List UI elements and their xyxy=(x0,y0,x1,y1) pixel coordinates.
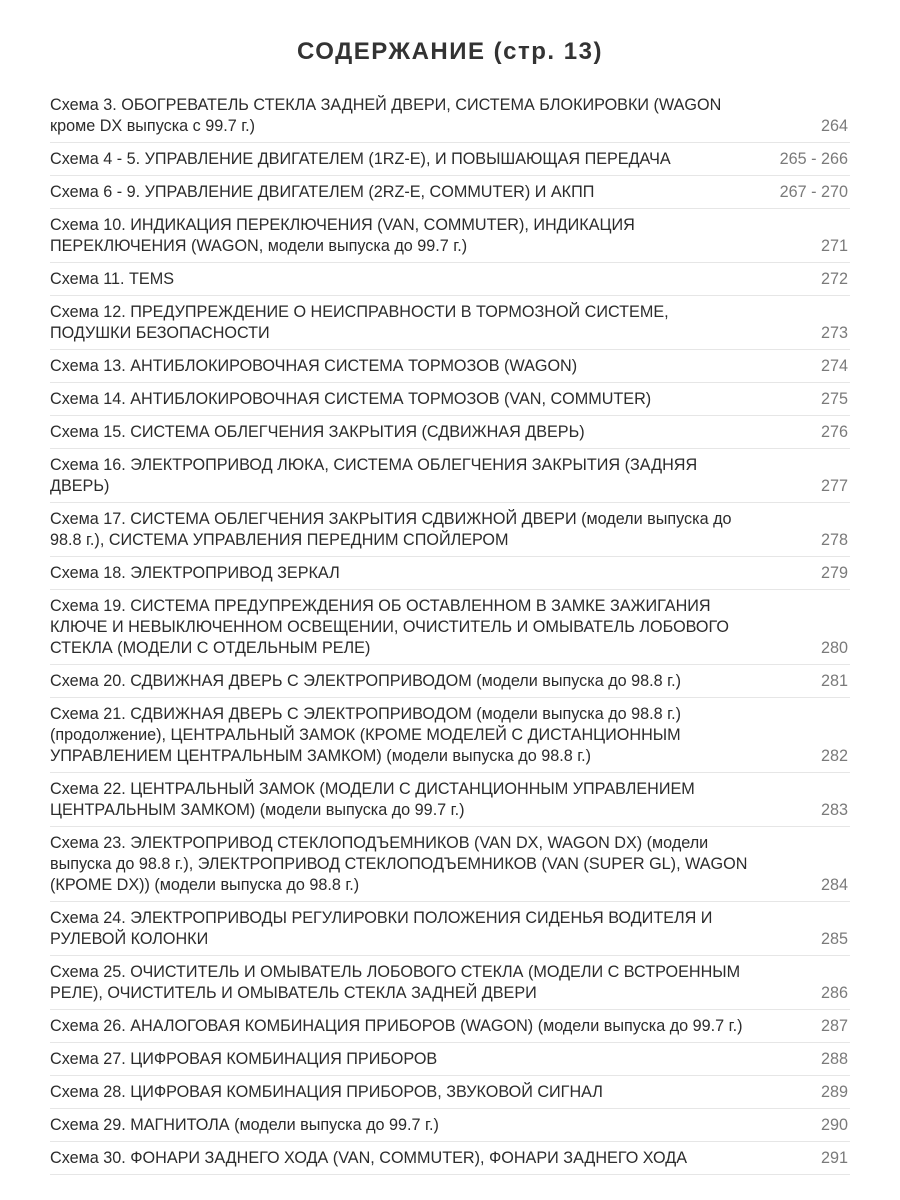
toc-entry[interactable] xyxy=(50,1049,850,1076)
toc-entry[interactable] xyxy=(50,269,850,296)
toc-entry-title: Схема 4 - 5. УПРАВЛЕНИЕ ДВИГАТЕЛЕМ (1RZ-E), И ПОВЫШАЮЩАЯ ПЕРЕДАЧА xyxy=(50,150,671,168)
toc-entry-title: Схема 27. ЦИФРОВАЯ КОМБИНАЦИЯ ПРИБОРОВ xyxy=(50,1050,438,1068)
toc-entry-title: Схема 20. СДВИЖНАЯ ДВЕРЬ С ЭЛЕКТРОПРИВОДОМ (модели выпуска до 98.8 г.) xyxy=(50,672,681,690)
toc-entry-title: Схема 28. ЦИФРОВАЯ КОМБИНАЦИЯ ПРИБОРОВ, ЗВУКОВОЙ СИГНАЛ xyxy=(50,1083,603,1101)
toc-entry-title: Схема 25. ОЧИСТИТЕЛЬ И ОМЫВАТЕЛЬ ЛОБОВОГО СТЕКЛА (МОДЕЛИ С ВСТРОЕННЫМ РЕЛЕ), ОЧИСТИТЕЛЬ И ОМЫВАТЕЛЬ СТЕКЛА ЗАДНЕЙ ДВЕРИ xyxy=(50,963,741,1002)
toc-entry[interactable] xyxy=(50,779,850,827)
toc-entry-title: Схема 6 - 9. УПРАВЛЕНИЕ ДВИГАТЕЛЕМ (2RZ-E, COMMUTER) И АКПП xyxy=(50,183,595,201)
toc-entry-page: 267 - 270 xyxy=(779,183,848,201)
toc-entry[interactable] xyxy=(50,833,850,902)
toc-entry[interactable] xyxy=(50,389,850,416)
toc-entry[interactable] xyxy=(50,422,850,449)
toc-entry-title: Схема 12. ПРЕДУПРЕЖДЕНИЕ О НЕИСПРАВНОСТИ В ТОРМОЗНОЙ СИСТЕМЕ, ПОДУШКИ БЕЗОПАСНОСТИ xyxy=(50,303,669,342)
toc-entry-page: 289 xyxy=(820,1083,848,1101)
toc-entry-page: 287 xyxy=(820,1017,848,1035)
toc-entry-page: 288 xyxy=(820,1050,848,1068)
toc-entry-page: 275 xyxy=(820,390,848,408)
toc-entry-page: 273 xyxy=(820,324,848,342)
toc-entry-page: 277 xyxy=(820,477,848,495)
toc-entry-title: Схема 15. СИСТЕМА ОБЛЕГЧЕНИЯ ЗАКРЫТИЯ (СДВИЖНАЯ ДВЕРЬ) xyxy=(50,423,585,441)
toc-entry[interactable] xyxy=(50,596,850,665)
toc-entry[interactable] xyxy=(50,149,850,176)
toc-entry[interactable] xyxy=(50,356,850,383)
toc-entry-title: Схема 22. ЦЕНТРАЛЬНЫЙ ЗАМОК (МОДЕЛИ С ДИСТАНЦИОННЫМ УПРАВЛЕНИЕМ ЦЕНТРАЛЬНЫМ ЗАМКОМ) (модели выпуска до 99.7 г.) xyxy=(50,780,695,819)
toc-entry-page: 283 xyxy=(820,801,848,819)
toc-entry-title: Схема 26. АНАЛОГОВАЯ КОМБИНАЦИЯ ПРИБОРОВ (WAGON) (модели выпуска до 99.7 г.) xyxy=(50,1017,743,1035)
toc-entry-title: Схема 11. TEMS xyxy=(50,270,174,288)
toc-entry[interactable] xyxy=(50,704,850,773)
toc-entry-title: Схема 30. ФОНАРИ ЗАДНЕГО ХОДА (VAN, COMMUTER), ФОНАРИ ЗАДНЕГО ХОДА xyxy=(50,1149,688,1167)
toc-entry[interactable] xyxy=(50,563,850,590)
toc-entry[interactable] xyxy=(50,95,850,143)
toc-entry-page: 274 xyxy=(820,357,848,375)
toc-entry-title: Схема 21. СДВИЖНАЯ ДВЕРЬ С ЭЛЕКТРОПРИВОДОМ (модели выпуска до 98.8 г.) (продолжение), ЦЕНТРАЛЬНЫЙ ЗАМОК (КРОМЕ МОДЕЛЕЙ С ДИСТАНЦИОННЫМ УПРАВЛЕНИЕМ ЦЕНТРАЛЬНЫМ ЗАМКОМ) (модели выпуска до 98.8 г.) xyxy=(50,705,681,765)
toc-entry-page: 280 xyxy=(820,639,848,657)
toc-entry-page: 271 xyxy=(820,237,848,255)
toc-entry-page: 286 xyxy=(820,984,848,1002)
toc-entry[interactable] xyxy=(50,455,850,503)
toc-entry[interactable] xyxy=(50,182,850,209)
toc-entry-title: Схема 17. СИСТЕМА ОБЛЕГЧЕНИЯ ЗАКРЫТИЯ СДВИЖНОЙ ДВЕРИ (модели выпуска до 98.8 г.), СИСТЕМА УПРАВЛЕНИЯ ПЕРЕДНИМ СПОЙЛЕРОМ xyxy=(50,510,732,549)
toc-entry-title: Схема 24. ЭЛЕКТРОПРИВОДЫ РЕГУЛИРОВКИ ПОЛОЖЕНИЯ СИДЕНЬЯ ВОДИТЕЛЯ И РУЛЕВОЙ КОЛОНКИ xyxy=(50,909,713,948)
toc-entry-title: Схема 16. ЭЛЕКТРОПРИВОД ЛЮКА, СИСТЕМА ОБЛЕГЧЕНИЯ ЗАКРЫТИЯ (ЗАДНЯЯ ДВЕРЬ) xyxy=(50,456,698,495)
toc-entry[interactable] xyxy=(50,962,850,1010)
toc-entry-page: 282 xyxy=(820,747,848,765)
toc-entry[interactable] xyxy=(50,302,850,350)
page-title: СОДЕРЖАНИЕ (стр. 13) xyxy=(297,38,603,65)
toc-entry[interactable] xyxy=(50,908,850,956)
toc-entry-title: Схема 13. АНТИБЛОКИРОВОЧНАЯ СИСТЕМА ТОРМОЗОВ (WAGON) xyxy=(50,357,578,375)
toc-entry[interactable] xyxy=(50,1115,850,1142)
toc-entry[interactable] xyxy=(50,671,850,698)
toc-entry-title: Схема 18. ЭЛЕКТРОПРИВОД ЗЕРКАЛ xyxy=(50,564,340,582)
toc-entry[interactable] xyxy=(50,1016,850,1043)
toc-entry-page: 279 xyxy=(820,564,848,582)
toc-entry-page: 291 xyxy=(820,1149,848,1167)
toc-entry-title: Схема 19. СИСТЕМА ПРЕДУПРЕЖДЕНИЯ ОБ ОСТАВЛЕННОМ В ЗАМКЕ ЗАЖИГАНИЯ КЛЮЧЕ И НЕВЫКЛЮЧЕННОМ ОСВЕЩЕНИИ, ОЧИСТИТЕЛЬ И ОМЫВАТЕЛЬ ЛОБОВОГО СТЕКЛА (МОДЕЛИ С ОТДЕЛЬНЫМ РЕЛЕ) xyxy=(50,597,729,657)
toc-entry-page: 276 xyxy=(820,423,848,441)
toc-list xyxy=(50,95,850,1181)
toc-entry[interactable] xyxy=(50,1148,850,1175)
toc-entry-title: Схема 3. ОБОГРЕВАТЕЛЬ СТЕКЛА ЗАДНЕЙ ДВЕРИ, СИСТЕМА БЛОКИРОВКИ (WAGON кроме DX выпуска с 99.7 г.) xyxy=(50,96,722,135)
toc-entry-page: 281 xyxy=(820,672,848,690)
toc-entry-page: 285 xyxy=(820,930,848,948)
toc-entry-page: 264 xyxy=(820,117,848,135)
toc-entry-title: Схема 23. ЭЛЕКТРОПРИВОД СТЕКЛОПОДЪЕМНИКОВ (VAN DX, WAGON DX) (модели выпуска до 98.8 г.), ЭЛЕКТРОПРИВОД СТЕКЛОПОДЪЕМНИКОВ (VAN (SUPER GL), WAGON (КРОМЕ DX)) (модели выпуска до 98.8 г.) xyxy=(50,834,748,894)
toc-entry[interactable] xyxy=(50,1082,850,1109)
toc-entry-page: 278 xyxy=(820,531,848,549)
toc-entry[interactable] xyxy=(50,215,850,263)
toc-entry-title: Схема 10. ИНДИКАЦИЯ ПЕРЕКЛЮЧЕНИЯ (VAN, COMMUTER), ИНДИКАЦИЯ ПЕРЕКЛЮЧЕНИЯ (WAGON, модели выпуска до 99.7 г.) xyxy=(50,216,635,255)
toc-entry-page: 284 xyxy=(820,876,848,894)
toc-entry-page: 265 - 266 xyxy=(779,150,848,168)
toc-entry-title: Схема 29. МАГНИТОЛА (модели выпуска до 99.7 г.) xyxy=(50,1116,439,1134)
toc-entry-page: 272 xyxy=(820,270,848,288)
toc-entry-page: 290 xyxy=(820,1116,848,1134)
toc-entry[interactable] xyxy=(50,509,850,557)
toc-entry-title: Схема 14. АНТИБЛОКИРОВОЧНАЯ СИСТЕМА ТОРМОЗОВ (VAN, COMMUTER) xyxy=(50,390,652,408)
